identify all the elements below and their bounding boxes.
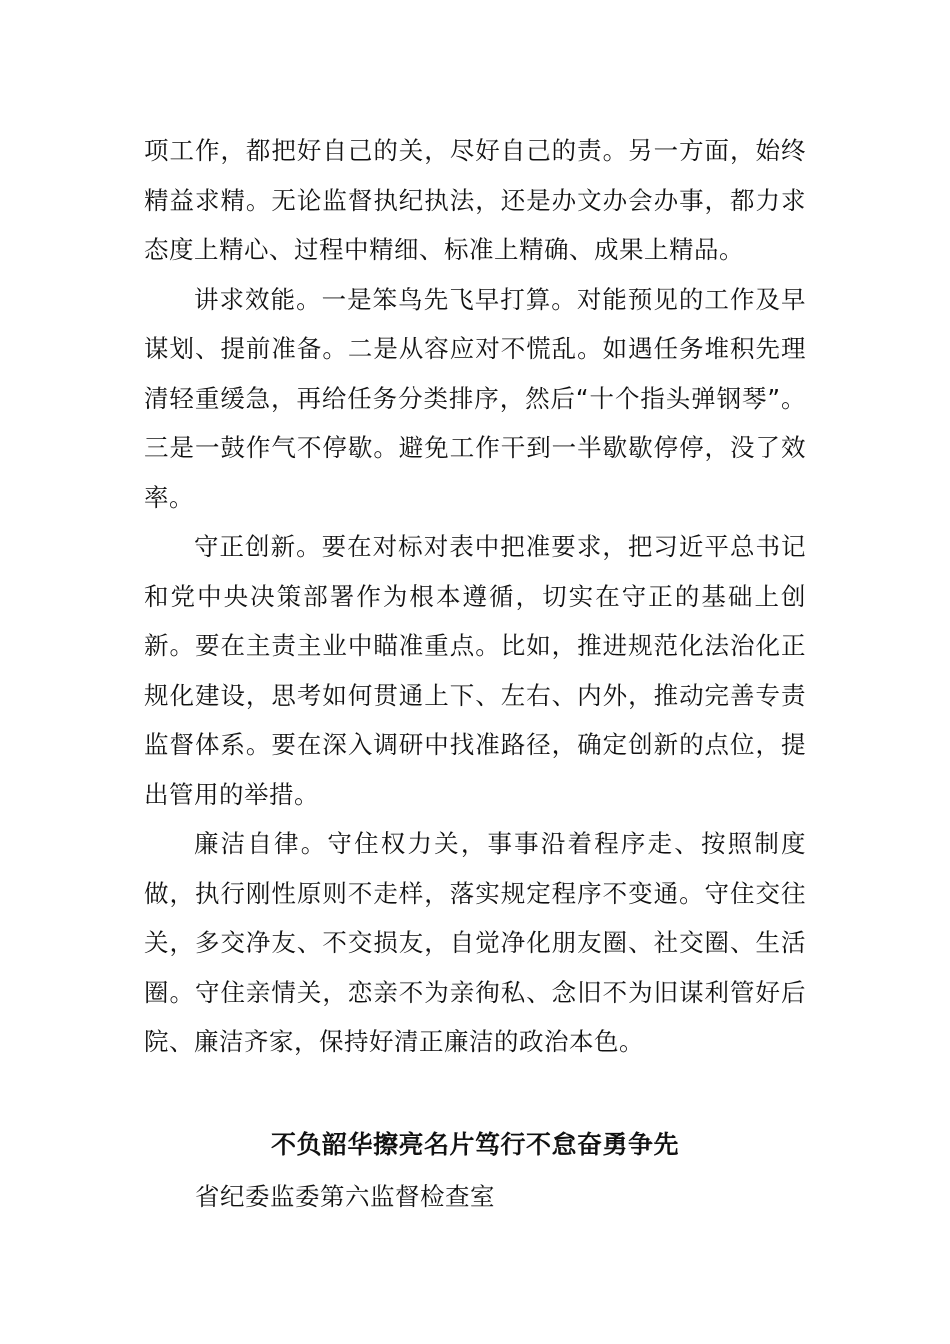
byline: 省纪委监委第六监督检查室 [195,1182,495,1211]
paragraph-innovation: 守正创新。要在对标对表中把准要求，把习近平总书记和党中央决策部署作为根本遵循，切实在守正的基础上创新。要在主责主业中瞄准重点。比如，推进规范化法治化正规化建设，思考如何贯通上下、左右、内外，推动完善专责监督体系。要在深入调研中找准路径，确定创新的点位，提出管用的举措。 [144,532,806,809]
article-body [144,126,806,1067]
paragraph-efficiency: 讲求效能。一是笨鸟先飞早打算。对能预见的工作及早谋划、提前准备。二是从容应对不慌乱。如遇任务堆积先理清轻重缓急，再给任务分类排序，然后“十个指头弹钢琴”。三是一鼓作气不停歇。避免工作干到一半歇歇停停，没了效率。 [144,284,806,512]
section-title: 不负韶华擦亮名片笃行不怠奋勇争先 [270,1130,679,1159]
paragraph-integrity: 廉洁自律。守住权力关，事事沿着程序走、按照制度做，执行刚性原则不走样，落实规定程序不变通。守住交往关，多交净友、不交损友，自觉净化朋友圈、社交圈、生活圈。守住亲情关，恋亲不为亲徇私、念旧不为旧谋利管好后院、廉洁齐家，保持好清正廉洁的政治本色。 [144,829,806,1056]
paragraph-continuation: 项工作，都把好自己的关，尽好自己的责。另一方面，始终精益求精。无论监督执纪执法，还是办文办会办事，都力求态度上精心、过程中精细、标准上精确、成果上精品。 [144,136,806,264]
